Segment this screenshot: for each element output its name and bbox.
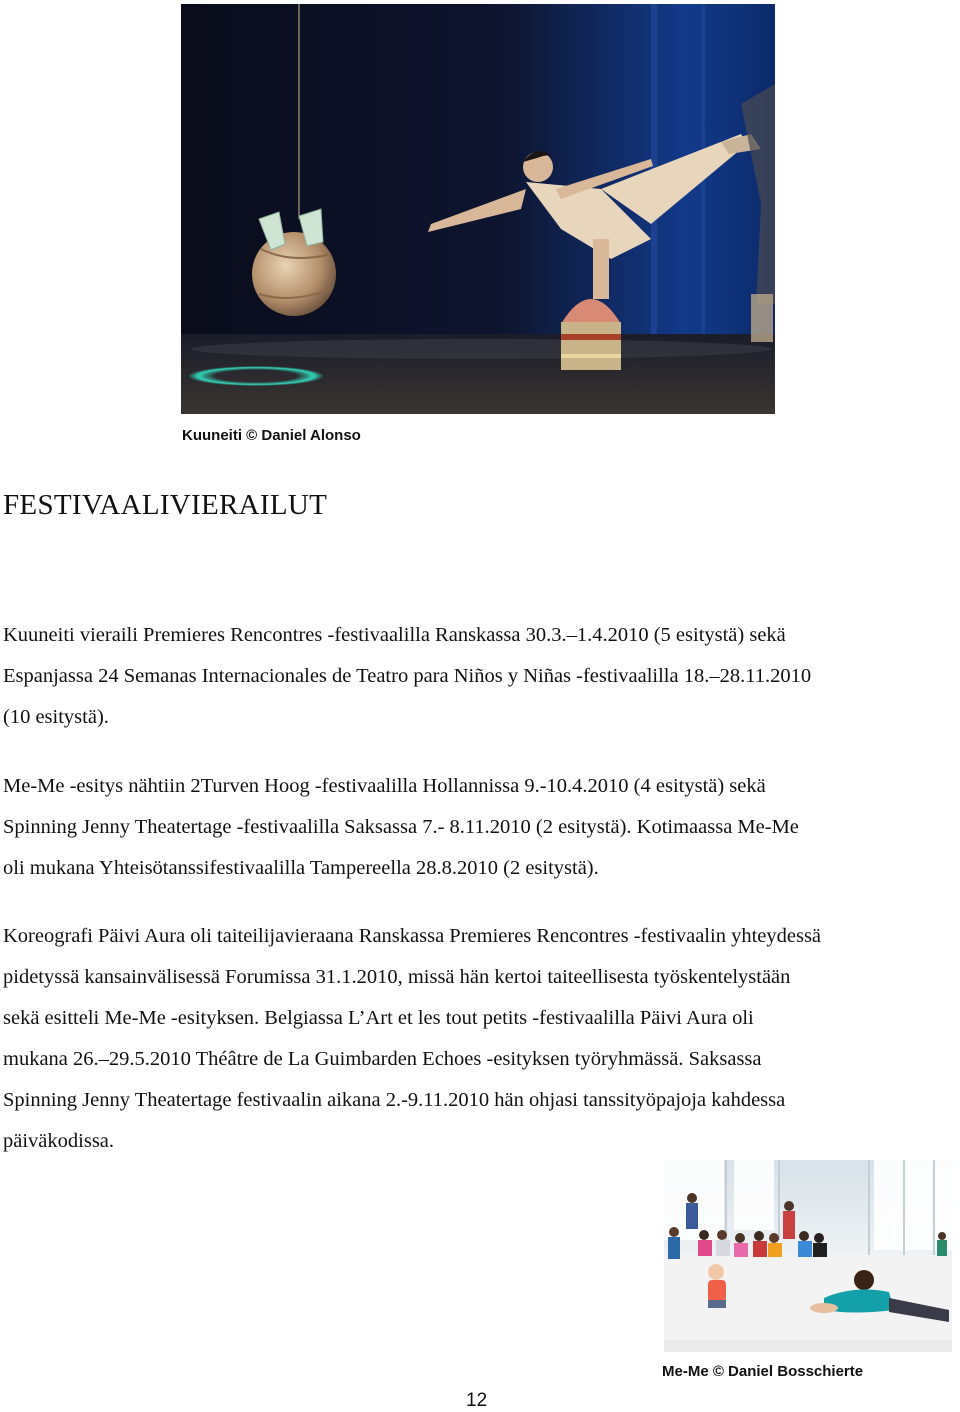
paragraph-1-line: Kuuneiti vieraili Premieres Rencontres -festivaalilla Ranskassa 30.3.–1.4.2010 (5 esitystä) sekä [3, 624, 786, 646]
paragraph-3-line: sekä esitteli Me-Me -esityksen. Belgiassa L’Art et les tout petits -festivaalilla Päivi Aura oli [3, 1007, 754, 1029]
paragraph-3-line: Koreografi Päivi Aura oli taiteilijavieraana Ranskassa Premieres Rencontres -festivaalin yhteydessä [3, 925, 822, 947]
paragraph-2-line: Spinning Jenny Theatertage -festivaalilla Saksassa 7.- 8.11.2010 (2 esitystä). Kotimaassa Me-Me [3, 816, 799, 838]
paragraph-3 [3, 916, 821, 1162]
stage-photo [181, 4, 775, 414]
workshop-photo-illustration [664, 1160, 952, 1352]
page-number: 12 [466, 1390, 488, 1411]
paragraph-2-line: Me-Me -esitys nähtiin 2Turven Hoog -festivaalilla Hollannissa 9.-10.4.2010 (4 esitystä) sekä [3, 775, 766, 797]
paragraph-2-line: oli mukana Yhteisötanssifestivaalilla Tampereella 28.8.2010 (2 esitystä). [3, 857, 599, 879]
paragraph-3-line: mukana 26.–29.5.2010 Théâtre de La Guimbarden Echoes -esityksen työryhmässä. Saksassa [3, 1048, 762, 1070]
paragraph-2 [3, 766, 799, 889]
top-photo-caption: Kuuneiti © Daniel Alonso [182, 427, 361, 444]
paragraph-1-line: Espanjassa 24 Semanas Internacionales de Teatro para Niños y Niñas -festivaalilla 18.–28.11.2010 [3, 665, 812, 687]
paragraph-3-line: pidetyssä kansainvälisessä Forumissa 31.1.2010, missä hän kertoi taiteellisesta työskentelystään [3, 966, 791, 988]
paragraph-3-line: päiväkodissa. [3, 1130, 115, 1152]
section-heading: FESTIVAALIVIERAILUT [3, 489, 328, 521]
paragraph-1-line: (10 esitystä). [3, 706, 109, 728]
bottom-photo-caption: Me-Me © Daniel Bosschierte [662, 1363, 864, 1380]
stage-photo-illustration [181, 4, 775, 414]
paragraph-1 [3, 615, 811, 738]
paragraph-3-line: Spinning Jenny Theatertage festivaalin aikana 2.-9.11.2010 hän ohjasi tanssityöpajoja kahdessa [3, 1089, 786, 1111]
workshop-photo [664, 1160, 952, 1352]
